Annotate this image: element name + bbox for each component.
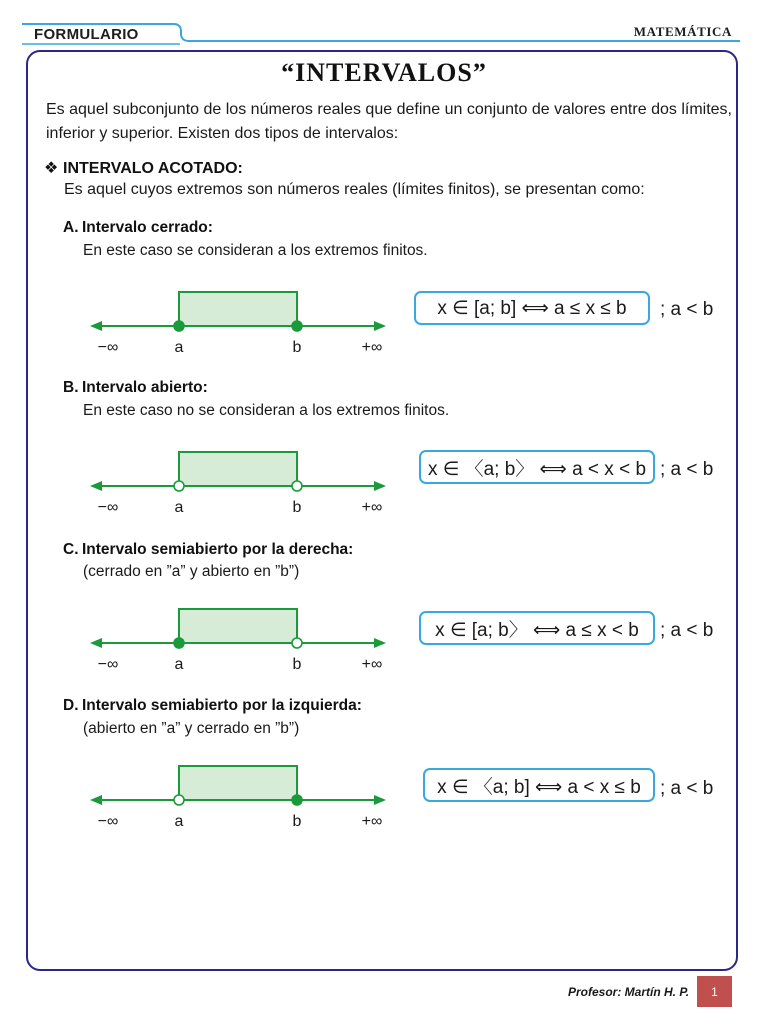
- interval-b-title: B. Intervalo abierto:: [63, 379, 208, 396]
- arrow-right-icon: [374, 481, 386, 491]
- label-b: b: [292, 339, 302, 356]
- footer-professor: Profesor: Martín H. P.: [568, 985, 690, 999]
- interval-a-title: A. Intervalo cerrado:: [63, 219, 213, 236]
- endpoint-b-closed: [292, 795, 302, 805]
- label-a: a: [174, 339, 184, 356]
- label-b: b: [292, 499, 302, 516]
- label-b: b: [292, 813, 302, 830]
- interval-shaded-region: [179, 292, 297, 326]
- label-positive-infinity: +∞: [361, 499, 383, 516]
- endpoint-b-open: [292, 638, 302, 648]
- interval-b-condition: ; a < b: [660, 459, 714, 480]
- label-a: a: [174, 813, 184, 830]
- arrow-right-icon: [374, 795, 386, 805]
- interval-a-formula: x ∈ [a; b] ⟺ a ≤ x ≤ b: [414, 291, 650, 325]
- interval-a-condition: ; a < b: [660, 299, 714, 320]
- section-heading: [44, 158, 243, 178]
- intro-paragraph: Es aquel subconjunto de los números reales que define un conjunto de valores entre dos límites, inferior y superior. Existen dos tipos de intervalos:: [46, 101, 732, 142]
- header-subject: MATEMÁTICA: [633, 24, 732, 39]
- interval-d-number-line: [86, 762, 396, 834]
- section-heading-text: INTERVALO ACOTADO:: [63, 160, 243, 177]
- arrow-left-icon: [90, 638, 102, 648]
- endpoint-b-closed: [292, 321, 302, 331]
- arrow-left-icon: [90, 321, 102, 331]
- section-description: Es aquel cuyos extremos son números reales (límites finitos), se presentan como:: [64, 181, 645, 198]
- interval-c-description: (cerrado en ”a” y abierto en ”b”): [83, 563, 300, 580]
- endpoint-a-open: [174, 481, 184, 491]
- endpoint-a-closed: [174, 638, 184, 648]
- page-title: “INTERVALOS”: [281, 58, 487, 87]
- arrow-right-icon: [374, 638, 386, 648]
- label-negative-infinity: −∞: [97, 656, 119, 673]
- interval-b-description: En este caso no se consideran a los extremos finitos.: [83, 402, 450, 419]
- label-a: a: [174, 656, 184, 673]
- interval-shaded-region: [179, 452, 297, 486]
- interval-c-formula: x ∈ [a; b〉 ⟺ a ≤ x < b: [419, 611, 655, 645]
- label-positive-infinity: +∞: [361, 339, 383, 356]
- interval-c-condition: ; a < b: [660, 620, 714, 641]
- interval-shaded-region: [179, 609, 297, 643]
- interval-c-title: C. Intervalo semiabierto por la derecha:: [63, 541, 354, 558]
- interval-c-number-line: [86, 605, 396, 677]
- header-formulario: FORMULARIO: [34, 26, 139, 43]
- endpoint-b-open: [292, 481, 302, 491]
- arrow-right-icon: [374, 321, 386, 331]
- label-positive-infinity: +∞: [361, 813, 383, 830]
- label-a: a: [174, 499, 184, 516]
- interval-a-description: En este caso se consideran a los extremos finitos.: [83, 242, 428, 259]
- interval-d-condition: ; a < b: [660, 778, 714, 799]
- endpoint-a-open: [174, 795, 184, 805]
- page-number-badge: 1: [697, 976, 732, 1007]
- arrow-left-icon: [90, 481, 102, 491]
- label-negative-infinity: −∞: [97, 499, 119, 516]
- interval-a-number-line: [86, 288, 396, 360]
- bullet-icon: ❖: [44, 160, 59, 177]
- label-negative-infinity: −∞: [97, 813, 119, 830]
- label-positive-infinity: +∞: [361, 656, 383, 673]
- label-negative-infinity: −∞: [97, 339, 119, 356]
- interval-d-formula: x ∈ 〈a; b] ⟺ a < x ≤ b: [423, 768, 655, 802]
- interval-shaded-region: [179, 766, 297, 800]
- interval-d-title: D. Intervalo semiabierto por la izquierda:: [63, 697, 362, 714]
- label-b: b: [292, 656, 302, 673]
- interval-b-formula: x ∈ 〈a; b〉 ⟺ a < x < b: [419, 450, 655, 484]
- interval-b-number-line: [86, 448, 396, 520]
- endpoint-a-closed: [174, 321, 184, 331]
- arrow-left-icon: [90, 795, 102, 805]
- interval-d-description: (abierto en ”a” y cerrado en ”b”): [83, 720, 300, 737]
